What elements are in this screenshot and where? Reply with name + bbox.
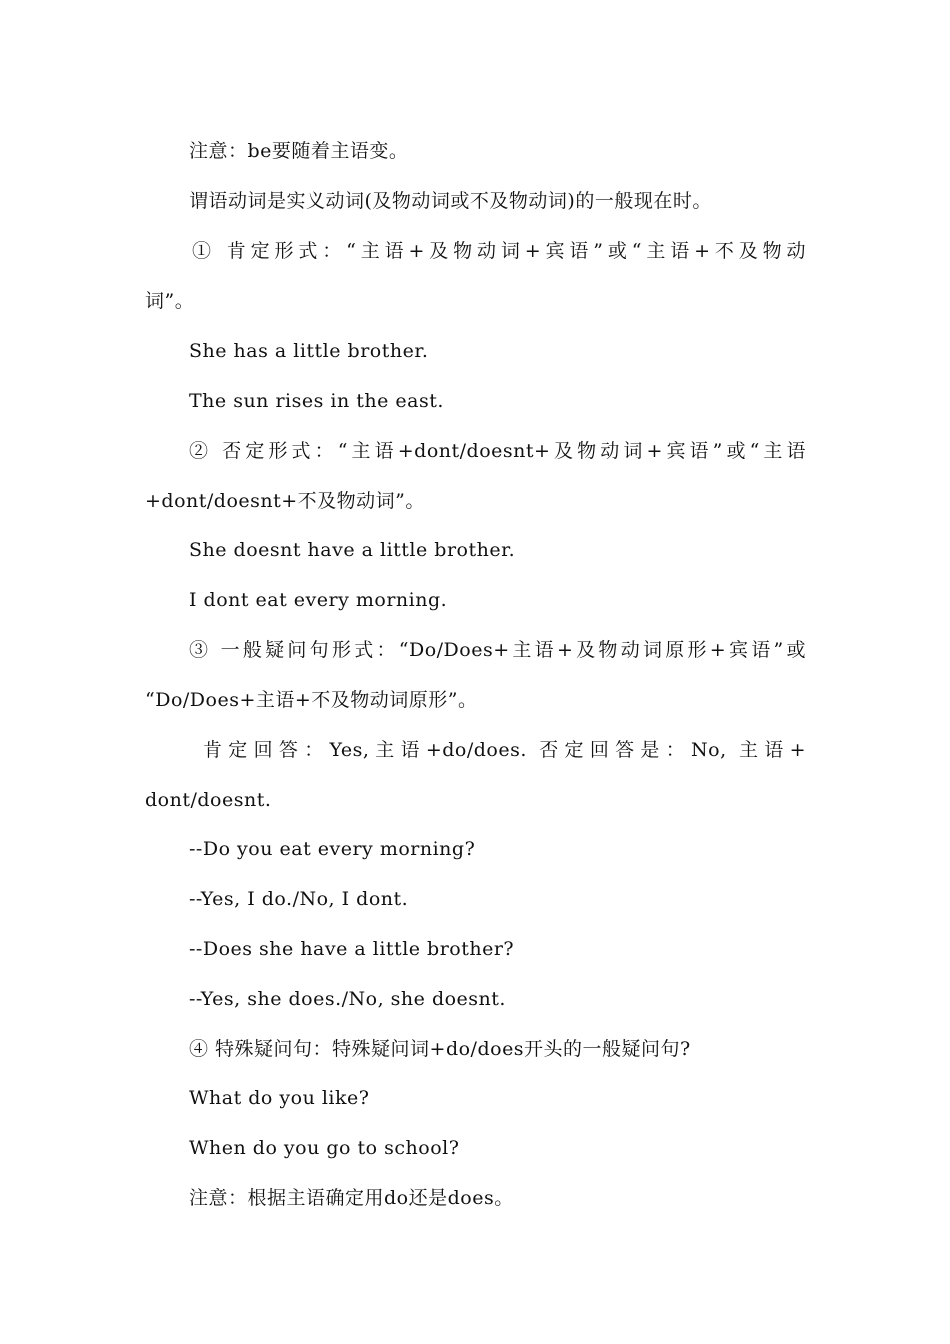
paragraph-line: She doesnt have a little brother. (189, 539, 516, 561)
paragraph-line: --Yes, I do./No, I dont. (189, 888, 409, 910)
paragraph-line: ③ 一般疑问句形式：“Do/Does+主语+及物动词原形+宾语”或 (189, 639, 806, 661)
paragraph-line: --Yes, she does./No, she doesnt. (189, 988, 506, 1010)
paragraph-line: She has a little brother. (189, 340, 429, 362)
paragraph-line: ① 肯定形式：“主语+及物动词+宾语”或“主语+不及物动 (192, 240, 806, 262)
paragraph-line: 注意：根据主语确定用do还是does。 (189, 1187, 514, 1209)
paragraph-line: What do you like? (189, 1087, 370, 1109)
paragraph-line: 谓语动词是实义动词(及物动词或不及物动词)的一般现在时。 (189, 190, 712, 212)
paragraph-line: --Does she have a little brother? (189, 938, 515, 960)
paragraph-line: dont/doesnt. (145, 789, 272, 811)
paragraph-line: 词”。 (145, 290, 195, 312)
paragraph-line: 注意：be要随着主语变。 (189, 140, 409, 162)
paragraph-line: ② 否定形式：“主语+dont/doesnt+及物动词+宾语”或“主语 (189, 440, 806, 462)
paragraph-line: --Do you eat every morning? (189, 838, 476, 860)
paragraph-line: +dont/doesnt+不及物动词”。 (145, 490, 425, 512)
paragraph-line: 肯定回答：Yes,主语+do/does. 否定回答是：No, 主语+ (203, 739, 806, 761)
paragraph-line: ④ 特殊疑问句：特殊疑问词+do/does开头的一般疑问句? (189, 1038, 691, 1060)
paragraph-line: The sun rises in the east. (189, 390, 444, 412)
paragraph-line: I dont eat every morning. (189, 589, 448, 611)
paragraph-line: “Do/Does+主语+不及物动词原形”。 (145, 689, 478, 711)
paragraph-line: When do you go to school? (189, 1137, 460, 1159)
